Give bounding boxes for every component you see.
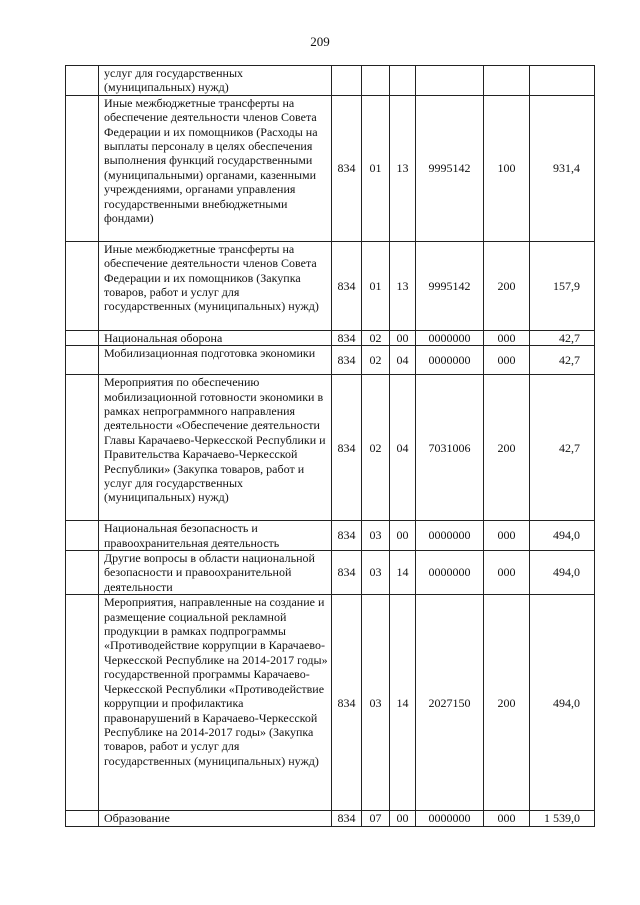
ministry-code-cell: 834 <box>332 241 362 330</box>
ministry-code-cell: 834 <box>332 551 362 595</box>
section-code-cell: 03 <box>362 521 390 551</box>
amount-cell: 42,7 <box>530 346 595 375</box>
expense-type-code-cell: 000 <box>484 551 530 595</box>
subsection-code-cell <box>390 66 416 96</box>
expense-type-code-cell: 200 <box>484 241 530 330</box>
expense-type-code-cell: 200 <box>484 595 530 811</box>
item-name-cell: Национальная безопасность и правоохранительная деятельность <box>99 521 332 551</box>
section-code-cell: 02 <box>362 330 390 345</box>
row-number-cell <box>66 521 99 551</box>
row-number-cell <box>66 241 99 330</box>
ministry-code-cell: 834 <box>332 330 362 345</box>
target-article-code-cell: 9995142 <box>416 241 484 330</box>
amount-cell: 494,0 <box>530 551 595 595</box>
expense-type-code-cell: 000 <box>484 811 530 826</box>
item-name-cell: Мероприятия по обеспечению мобилизационной готовности экономики в рамках непрограммного направления деятельности «Обеспечение деятельности Главы Карачаево-Черкесской Республики и Правительства Карачаево-Черкесской Республики» (Закупка товаров, работ и услуг для государственных (муниципальных) нужд) <box>99 375 332 521</box>
amount-cell <box>530 66 595 96</box>
amount-cell: 931,4 <box>530 95 595 241</box>
subsection-code-cell: 04 <box>390 346 416 375</box>
section-code-cell: 02 <box>362 346 390 375</box>
expense-type-code-cell: 000 <box>484 346 530 375</box>
target-article-code-cell: 2027150 <box>416 595 484 811</box>
amount-cell: 494,0 <box>530 595 595 811</box>
ministry-code-cell: 834 <box>332 521 362 551</box>
subsection-code-cell: 00 <box>390 330 416 345</box>
target-article-code-cell: 7031006 <box>416 375 484 521</box>
item-name-cell: Иные межбюджетные трансферты на обеспечение деятельности членов Совета Федерации и их помощников (Расходы на выплаты персоналу в целях обеспечения выполнения функций государственными (муниципальными) органами, казенными учреждениями, органами управления государственными внебюджетными фондами) <box>99 95 332 241</box>
table-row <box>66 95 595 241</box>
table-row <box>66 811 595 826</box>
table-row <box>66 375 595 521</box>
subsection-code-cell: 13 <box>390 95 416 241</box>
row-number-cell <box>66 551 99 595</box>
section-code-cell: 03 <box>362 551 390 595</box>
subsection-code-cell: 14 <box>390 551 416 595</box>
section-code-cell: 02 <box>362 375 390 521</box>
amount-cell: 157,9 <box>530 241 595 330</box>
amount-cell: 42,7 <box>530 375 595 521</box>
table-row <box>66 521 595 551</box>
amount-cell: 494,0 <box>530 521 595 551</box>
row-number-cell <box>66 66 99 96</box>
amount-cell: 1 539,0 <box>530 811 595 826</box>
target-article-code-cell: 0000000 <box>416 811 484 826</box>
row-number-cell <box>66 95 99 241</box>
item-name-cell: Иные межбюджетные трансферты на обеспечение деятельности членов Совета Федерации и их помощников (Закупка товаров, работ и услуг для государственных (муниципальных) нужд) <box>99 241 332 330</box>
table-row <box>66 241 595 330</box>
table-row <box>66 66 595 96</box>
expense-type-code-cell: 000 <box>484 521 530 551</box>
expense-type-code-cell: 100 <box>484 95 530 241</box>
ministry-code-cell <box>332 66 362 96</box>
row-number-cell <box>66 346 99 375</box>
subsection-code-cell: 04 <box>390 375 416 521</box>
subsection-code-cell: 14 <box>390 595 416 811</box>
row-number-cell <box>66 330 99 345</box>
subsection-code-cell: 00 <box>390 811 416 826</box>
table-row <box>66 346 595 375</box>
item-name-cell: услуг для государственных (муниципальных) нужд) <box>99 66 332 96</box>
section-code-cell: 03 <box>362 595 390 811</box>
table-row <box>66 595 595 811</box>
section-code-cell: 01 <box>362 95 390 241</box>
item-name-cell: Другие вопросы в области национальной безопасности и правоохранительной деятельности <box>99 551 332 595</box>
row-number-cell <box>66 595 99 811</box>
ministry-code-cell: 834 <box>332 595 362 811</box>
item-name-cell: Мероприятия, направленные на создание и размещение социальной рекламной продукции в рамках подпрограммы «Противодействие коррупции в Карачаево-Черкесской Республике на 2014-2017 годы» государственной программы Карачаево-Черкесской Республики «Противодействие коррупции и профилактика правонарушений в Карачаево-Черкесской Республике на 2014-2017 годы» (Закупка товаров, работ и услуг для государственных (муниципальных) нужд) <box>99 595 332 811</box>
subsection-code-cell: 00 <box>390 521 416 551</box>
target-article-code-cell: 0000000 <box>416 551 484 595</box>
budget-table <box>65 65 595 827</box>
item-name-cell: Мобилизационная подготовка экономики <box>99 346 332 375</box>
item-name-cell: Образование <box>99 811 332 826</box>
page-number: 209 <box>310 34 330 49</box>
expense-type-code-cell: 200 <box>484 375 530 521</box>
target-article-code-cell <box>416 66 484 96</box>
ministry-code-cell: 834 <box>332 811 362 826</box>
section-code-cell: 01 <box>362 241 390 330</box>
target-article-code-cell: 0000000 <box>416 346 484 375</box>
ministry-code-cell: 834 <box>332 95 362 241</box>
section-code-cell <box>362 66 390 96</box>
item-name-cell: Национальная оборона <box>99 330 332 345</box>
expense-type-code-cell <box>484 66 530 96</box>
table-row <box>66 551 595 595</box>
table-row <box>66 330 595 345</box>
subsection-code-cell: 13 <box>390 241 416 330</box>
target-article-code-cell: 9995142 <box>416 95 484 241</box>
table-body <box>66 66 595 827</box>
ministry-code-cell: 834 <box>332 346 362 375</box>
amount-cell: 42,7 <box>530 330 595 345</box>
ministry-code-cell: 834 <box>332 375 362 521</box>
row-number-cell <box>66 811 99 826</box>
target-article-code-cell: 0000000 <box>416 330 484 345</box>
section-code-cell: 07 <box>362 811 390 826</box>
row-number-cell <box>66 375 99 521</box>
target-article-code-cell: 0000000 <box>416 521 484 551</box>
expense-type-code-cell: 000 <box>484 330 530 345</box>
